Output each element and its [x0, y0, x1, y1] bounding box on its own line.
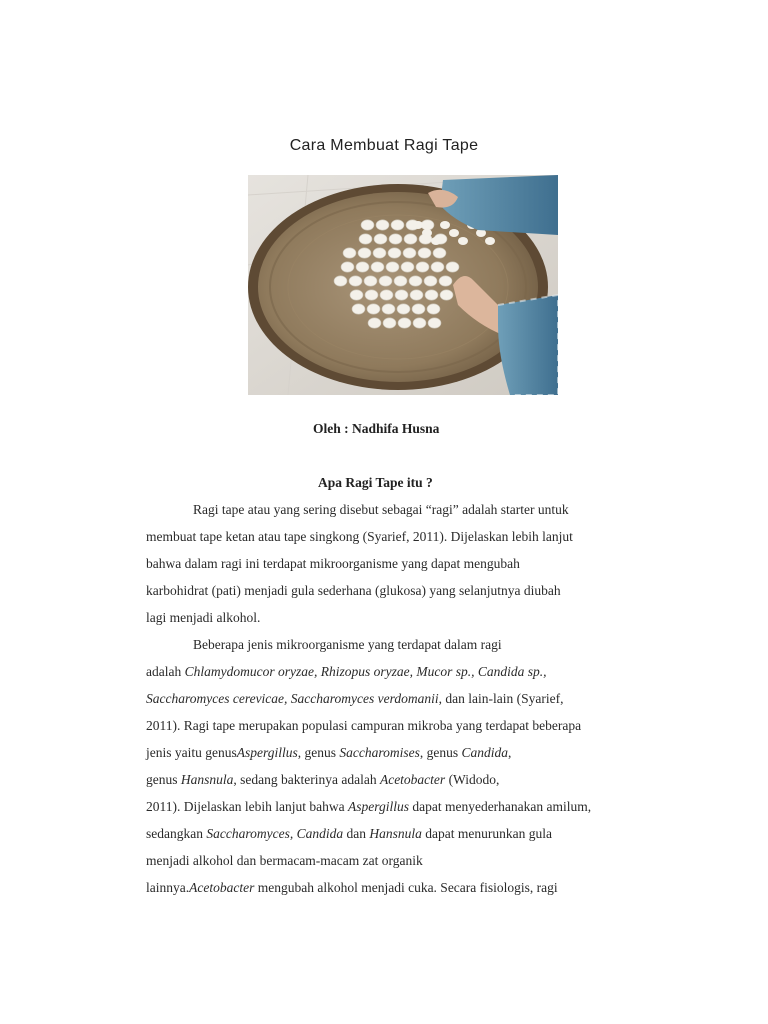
ragi-ball: [398, 318, 411, 328]
ragi-ball: [446, 262, 459, 272]
ragi-ball: [431, 262, 444, 272]
text-span: dan: [343, 826, 370, 841]
ragi-ball: [382, 304, 395, 314]
ragi-ball: [413, 318, 426, 328]
ragi-ball: [374, 234, 387, 244]
text-span: karbohidrat (pati) menjadi gula sederhana (glukosa) yang selanjutnya diubah: [146, 583, 561, 598]
ragi-ball: [431, 237, 441, 245]
ragi-tape-photo: [248, 175, 558, 395]
species-italic: Acetobacter: [189, 880, 255, 895]
text-span: , genus: [419, 745, 462, 760]
text-span: genus: [146, 772, 181, 787]
text-span: lainnya.: [146, 880, 190, 895]
ragi-ball: [440, 290, 453, 300]
ragi-ball: [433, 248, 446, 258]
ragi-ball: [412, 304, 425, 314]
text-span: menjadi alkohol dan bermacam-macam zat organik: [146, 853, 423, 868]
ragi-ball: [439, 276, 452, 286]
paragraph-line: [146, 718, 581, 734]
ragi-ball: [409, 276, 422, 286]
text-span: jenis yaitu genus: [146, 745, 237, 760]
species-italic: Acetobacter: [379, 772, 446, 787]
text-span: dapat menyederhanakan amilum,: [408, 799, 592, 814]
ragi-ball: [418, 248, 431, 258]
paragraph-line: [146, 556, 520, 572]
ragi-ball: [368, 318, 381, 328]
ragi-ball: [383, 318, 396, 328]
paragraph-line: [146, 664, 546, 680]
text-span: 2011). Ragi tape merupakan populasi campuran mikroba yang terdapat beberapa: [146, 718, 582, 733]
paragraph-line: [146, 691, 563, 707]
text-span: bahwa dalam ragi ini terdapat mikroorganisme yang dapat mengubah: [146, 556, 520, 571]
ragi-ball: [352, 304, 365, 314]
ragi-ball: [358, 248, 371, 258]
ragi-ball: [349, 276, 362, 286]
page-title: Cara Membuat Ragi Tape: [289, 137, 479, 154]
ragi-ball: [350, 290, 363, 300]
ragi-ball: [373, 248, 386, 258]
ragi-ball: [410, 290, 423, 300]
ragi-ball: [428, 318, 441, 328]
ragi-ball: [379, 276, 392, 286]
author-line: Oleh : Nadhifa Husna: [313, 421, 440, 436]
ragi-ball: [334, 276, 347, 286]
text-span: , dan lain-lain (Syarief,: [438, 691, 564, 706]
section-heading: Apa Ragi Tape itu ?: [318, 475, 433, 490]
species-italic: Aspergillus: [236, 745, 298, 760]
text-span: ,: [508, 745, 512, 760]
species-italic: Hansnula: [369, 826, 422, 841]
text-span: Beberapa jenis mikroorganisme yang terdapat dalam ragi: [193, 637, 502, 652]
ragi-ball: [395, 290, 408, 300]
ragi-ball: [425, 290, 438, 300]
ragi-ball: [424, 276, 437, 286]
paragraph-line: [146, 745, 511, 761]
species-italic: Candida: [461, 745, 509, 760]
text-span: sedangkan: [146, 826, 207, 841]
ragi-ball: [485, 237, 495, 245]
ragi-ball: [386, 262, 399, 272]
paragraph-line: [146, 529, 573, 545]
ragi-ball: [356, 262, 369, 272]
species-italic: Chlamydomucor oryzae, Rhizopus oryzae, Mucor sp., Candida sp.,: [184, 664, 547, 679]
species-italic: Saccharomises: [339, 745, 420, 760]
text-span: Ragi tape atau yang sering disebut sebagai “ragi” adalah starter untuk: [193, 502, 569, 517]
paragraph-line: [146, 826, 552, 842]
ragi-ball: [422, 229, 432, 237]
ragi-ball: [449, 229, 459, 237]
ragi-ball: [394, 276, 407, 286]
ragi-ball: [440, 221, 450, 229]
ragi-ball: [427, 304, 440, 314]
ragi-ball: [458, 237, 468, 245]
text-span: dapat menurunkan gula: [421, 826, 552, 841]
text-span: (Widodo,: [445, 772, 500, 787]
ragi-ball: [391, 220, 404, 230]
text-span: adalah: [146, 664, 185, 679]
paragraph-line: [146, 610, 260, 626]
species-italic: Aspergillus: [347, 799, 409, 814]
species-italic: Saccharomyces cerevicae, Saccharomyces verdomanii: [146, 691, 439, 706]
ragi-ball: [413, 221, 423, 229]
text-span: , genus: [297, 745, 340, 760]
paragraph-line: [146, 799, 591, 815]
paragraph-line: [146, 853, 423, 869]
ragi-ball: [404, 234, 417, 244]
ragi-ball: [364, 276, 377, 286]
ragi-ball: [380, 290, 393, 300]
text-span: membuat tape ketan atau tape singkong (Syarief, 2011). Dijelaskan lebih lanjut: [146, 529, 573, 544]
paragraph-line: [146, 880, 558, 896]
ragi-ball: [371, 262, 384, 272]
text-span: 2011). Dijelaskan lebih lanjut bahwa: [146, 799, 348, 814]
text-span: lagi menjadi alkohol.: [146, 610, 261, 625]
ragi-ball: [341, 262, 354, 272]
ragi-ball: [343, 248, 356, 258]
ragi-ball: [401, 262, 414, 272]
ragi-ball: [367, 304, 380, 314]
ragi-ball: [361, 220, 374, 230]
ragi-ball: [403, 248, 416, 258]
paragraph-line: [193, 502, 569, 518]
species-italic: Hansnula: [180, 772, 234, 787]
ragi-ball: [389, 234, 402, 244]
species-italic: Saccharomyces, Candida: [206, 826, 344, 841]
text-span: , sedang bakterinya adalah: [233, 772, 380, 787]
ragi-ball: [388, 248, 401, 258]
paragraph-line: [146, 772, 499, 788]
ragi-ball: [397, 304, 410, 314]
ragi-ball: [416, 262, 429, 272]
paragraph-line: [193, 637, 502, 653]
ragi-ball: [365, 290, 378, 300]
text-span: mengubah alkohol menjadi cuka. Secara fisiologis, ragi: [254, 880, 558, 895]
ragi-ball: [376, 220, 389, 230]
ragi-ball: [359, 234, 372, 244]
paragraph-line: [146, 583, 561, 599]
